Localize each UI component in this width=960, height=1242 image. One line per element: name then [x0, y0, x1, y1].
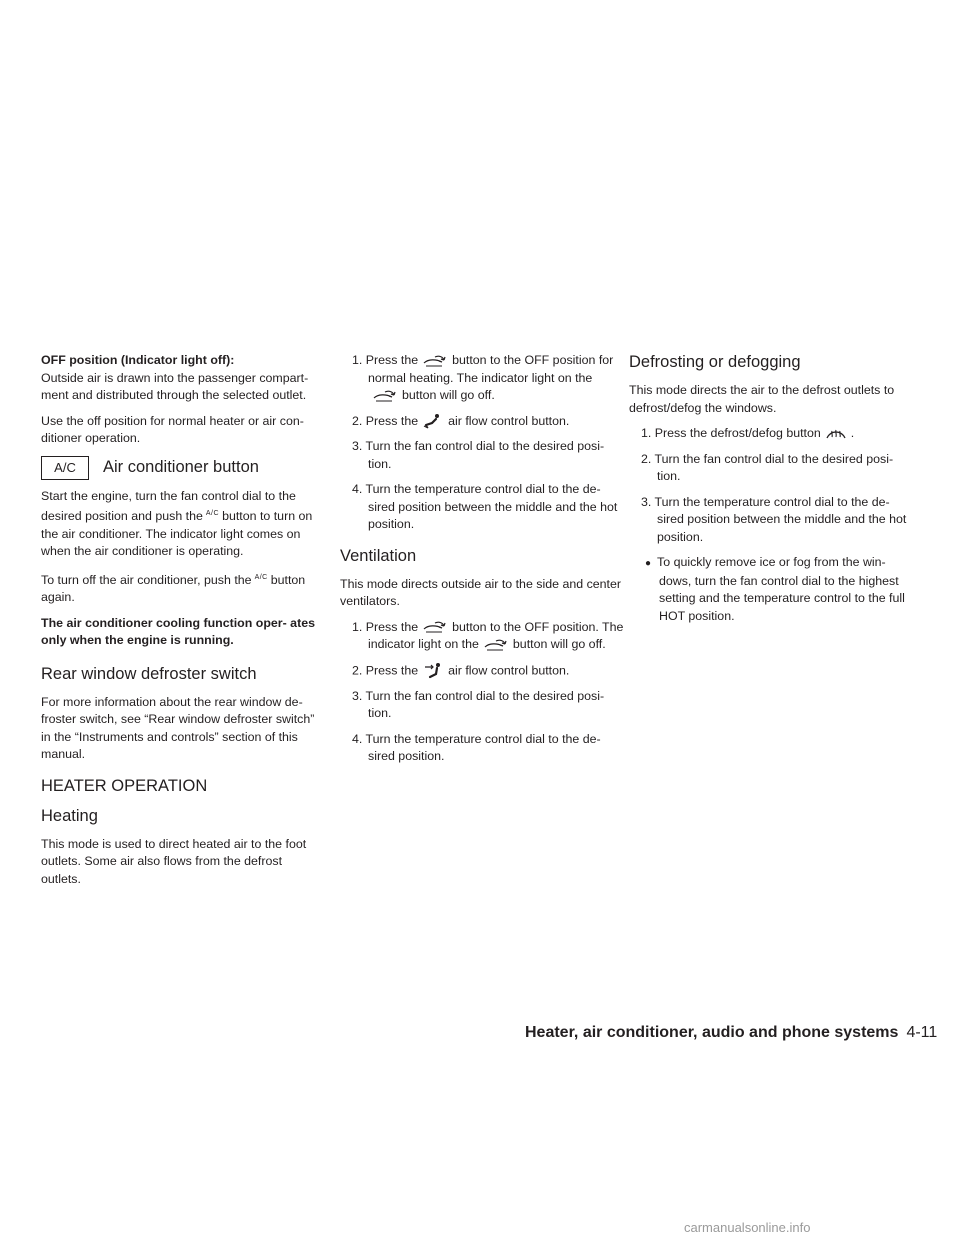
column-right: [629, 352, 913, 633]
page-footer: [525, 1024, 937, 1042]
defrost-step-3: 3. Turn the temperature control dial to the de- sired position between the middle and the hot position.: [641, 494, 907, 544]
column-middle: [340, 352, 624, 774]
face-vent-icon: [422, 662, 444, 680]
heater-operation-title: HEATER OPERATION: [41, 776, 208, 795]
off-position-heading: OFF position (Indicator light off):: [41, 353, 235, 367]
ac-section-heading: [41, 456, 325, 480]
ventilation-step-2: 2. Press the air flow control button.: [346, 662, 624, 680]
foot-vent-icon: [422, 413, 444, 429]
ventilation-steps: [340, 619, 624, 766]
defrost-step-1: 1. Press the defrost/defog button .: [641, 426, 855, 440]
ac-turn-off: To turn off the air conditioner, push the $^{A/C}$ button again.: [41, 572, 306, 604]
defrost-title: Defrosting or defogging: [629, 353, 801, 371]
heating-step-4: 4. Turn the temperature control dial to the de- sired position between the middle and the hot position.: [352, 482, 618, 531]
defrost-steps: [629, 425, 913, 625]
front-defrost-icon: [825, 427, 847, 441]
heating-step-1: 1. Press the button to the OFF position for normal heating. The indicator light on thebutton will go off.: [352, 353, 614, 402]
heating-text: This mode is used to direct heated air to the foot outlets. Some air also flows from the defrost outlets.: [41, 836, 307, 886]
off-position-text: Outside air is drawn into the passenger compart- ment and distributed through the selected outlet.: [41, 370, 309, 402]
off-position-usage: Use the off position for normal heater or air con- ditioner operation.: [41, 413, 304, 445]
ac-inline-icon: A/C: [254, 573, 268, 581]
defrost-step-2: 2. Turn the fan control dial to the desired posi- tion.: [641, 451, 894, 483]
ventilation-step-3: 3. Turn the fan control dial to the desired posi- tion.: [352, 688, 605, 720]
ac-inline-icon: A/C: [205, 510, 220, 517]
heating-step-2: 2. Press the air flow control button.: [352, 413, 570, 428]
ventilation-title: Ventilation: [340, 546, 417, 565]
defrost-tip: ● To quickly remove ice or fog from the win- dows, turn the fan control dial to the highest setting and the temperature control to the full HOT position.: [645, 555, 905, 623]
air-recirculation-icon: [422, 620, 448, 634]
heating-step-3: 3. Turn the fan control dial to the desired posi- tion.: [352, 439, 605, 471]
ac-note: The air conditioner cooling function oper- ates only when the engine is running.: [41, 615, 315, 647]
ac-button-icon: A/C: [41, 456, 89, 480]
ac-section-title: Air conditioner button: [103, 457, 259, 476]
air-recirculation-icon: [422, 354, 448, 368]
ventilation-text: This mode directs outside air to the side and center ventilators.: [340, 576, 622, 608]
ventilation-step-4: 4. Turn the temperature control dial to the de- sired position.: [352, 731, 601, 763]
rear-defroster-text: For more information about the rear window de- froster switch, see “Rear window defroster switch” in the “Instruments and controls” section of this manual.: [41, 694, 315, 761]
ventilation-step-1: 1. Press the button to the OFF position. The indicator light on the button will go off.: [352, 619, 624, 651]
rear-defroster-title: Rear window defroster switch: [41, 664, 257, 683]
watermark: carmanualsonline.info: [684, 1220, 811, 1235]
column-left: [41, 352, 325, 896]
defrost-text: This mode directs the air to the defrost outlets to defrost/defog the windows.: [629, 383, 895, 415]
air-recirculation-icon: [483, 638, 509, 652]
footer-section-title: Heater, air conditioner, audio and phone systems: [525, 1024, 899, 1041]
bullet-mark: ●: [645, 558, 652, 569]
heating-title: Heating: [41, 806, 98, 825]
page-number: 4-11: [906, 1024, 938, 1041]
air-recirculation-icon: [372, 389, 398, 403]
heating-steps: [340, 352, 624, 534]
ac-instructions: Start the engine, turn the fan control dial to the desired position and push the $^{A/C}$ button to turn on the air conditioner. The indicator light comes on when the air conditioner is operating.: [41, 488, 313, 558]
